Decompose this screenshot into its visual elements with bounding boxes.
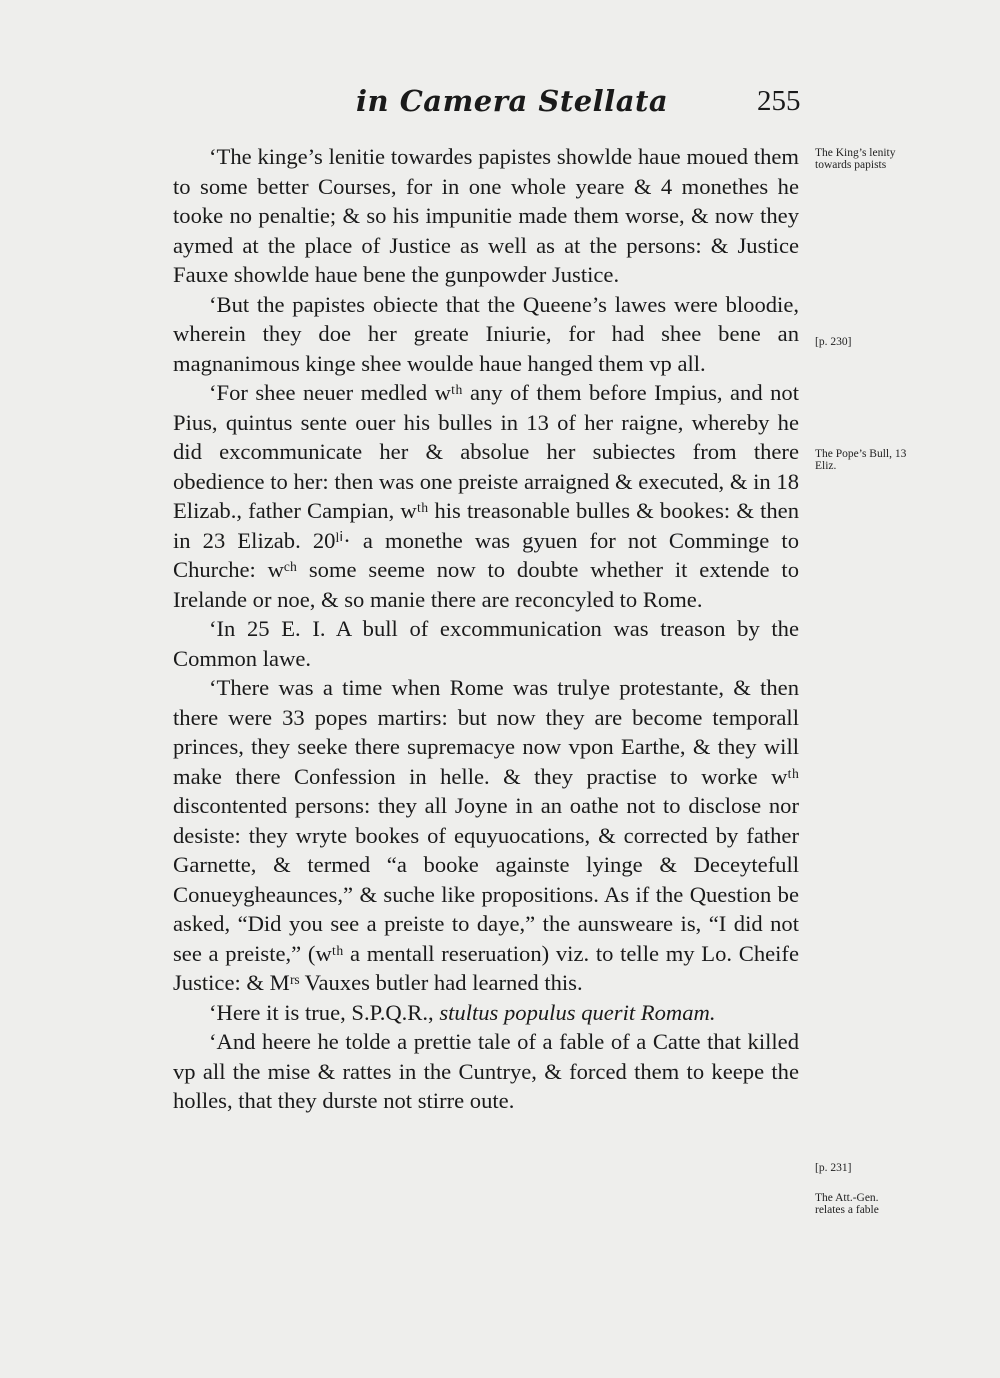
paragraph-queenes-lawes: ‘But the papistes obiecte that the Queene’s lawes were bloodie, wherein they doe her greate Iniurie, for had shee bene an magnanimous kinge shee woulde haue hanged them vp all. [173,291,799,376]
paragraph-kings-lenity: ‘The kinge’s lenitie towardes papistes showlde haue moued them to some better Courses, for in one whole yeare & 4 monethes he tooke no penaltie; & so his impunitie made them worse, & now they aymed at the place of Justice as well as at the persons: & Justice Fauxe showlde haue bene the gunpowder Justice. [173,144,799,287]
paragraph-popes-bull: ‘For shee neuer medled wᵗʰ any of them before Impius, and not Pius, quintus sente ouer his bulles in 13 of her raigne, whereby he did excommunicate her & absolue her subiectes from there obedience to her: then was one preiste arraigned & executed, & in 18 Elizab., father Campian, wᵗʰ his treasonable bulles & bookes: & then in 23 Elizab. 20ˡⁱ· a monethe was gyuen for not Comminge to Churche: wᶜʰ some seeme now to doubte whether it extende to Irelande or noe, & so manie there are reconcyled to Rome. [173,380,799,612]
running-head-title: in Camera Stellata [356,84,669,118]
sidenote-page-231: [p. 231] [815,1162,852,1174]
body-text [173,142,799,1116]
paragraph-spqr [173,998,799,1028]
sidenote-att-gen-fable: The Att.-Gen. relates a fable [815,1192,879,1216]
sidenote-popes-bull: The Pope’s Bull, 13 Eliz. [815,448,907,472]
sidenote-kings-lenity: The King’s lenity towards papists [815,147,896,171]
paragraph-25-ei: ‘In 25 E. I. A bull of excommunication was treason by the Common lawe. [173,616,799,671]
paragraph-rome-protestante: ‘There was a time when Rome was trulye protestante, & then there were 33 popes martirs: but now they are become temporall princes, they seeke there supremacye now vpon Earthe, & they will make there Confession in helle. & they practise to worke wᵗʰ discontented persons: they all Joyne in an oathe not to disclose nor desiste: they wryte bookes of equyuocations, & corrected by father Garnette, & termed “a booke againste lyinge & Deceytefull Conueygheaunces,” & suche like propositions. As if the Question be asked, “Did you see a preiste to daye,” the aunsweare is, “I did not see a preiste,” (wᵗʰ a mentall reseruation) viz. to telle my Lo. Cheife Justice: & Mʳˢ Vauxes butler had learned this. [173,675,799,995]
paragraph-fable-catte: ‘And heere he tolde a prettie tale of a fable of a Catte that killed vp all the mise & rattes in the Cuntrye, & forced them to keepe the holles, that they durste not stirre oute. [173,1029,799,1113]
page-number: 255 [757,85,801,117]
spqr-latin: stultus populus querit Romam. [439,999,716,1025]
sidenote-page-230: [p. 230] [815,336,852,348]
spqr-text: ‘Here it is true, S.P.Q.R., [209,999,440,1025]
